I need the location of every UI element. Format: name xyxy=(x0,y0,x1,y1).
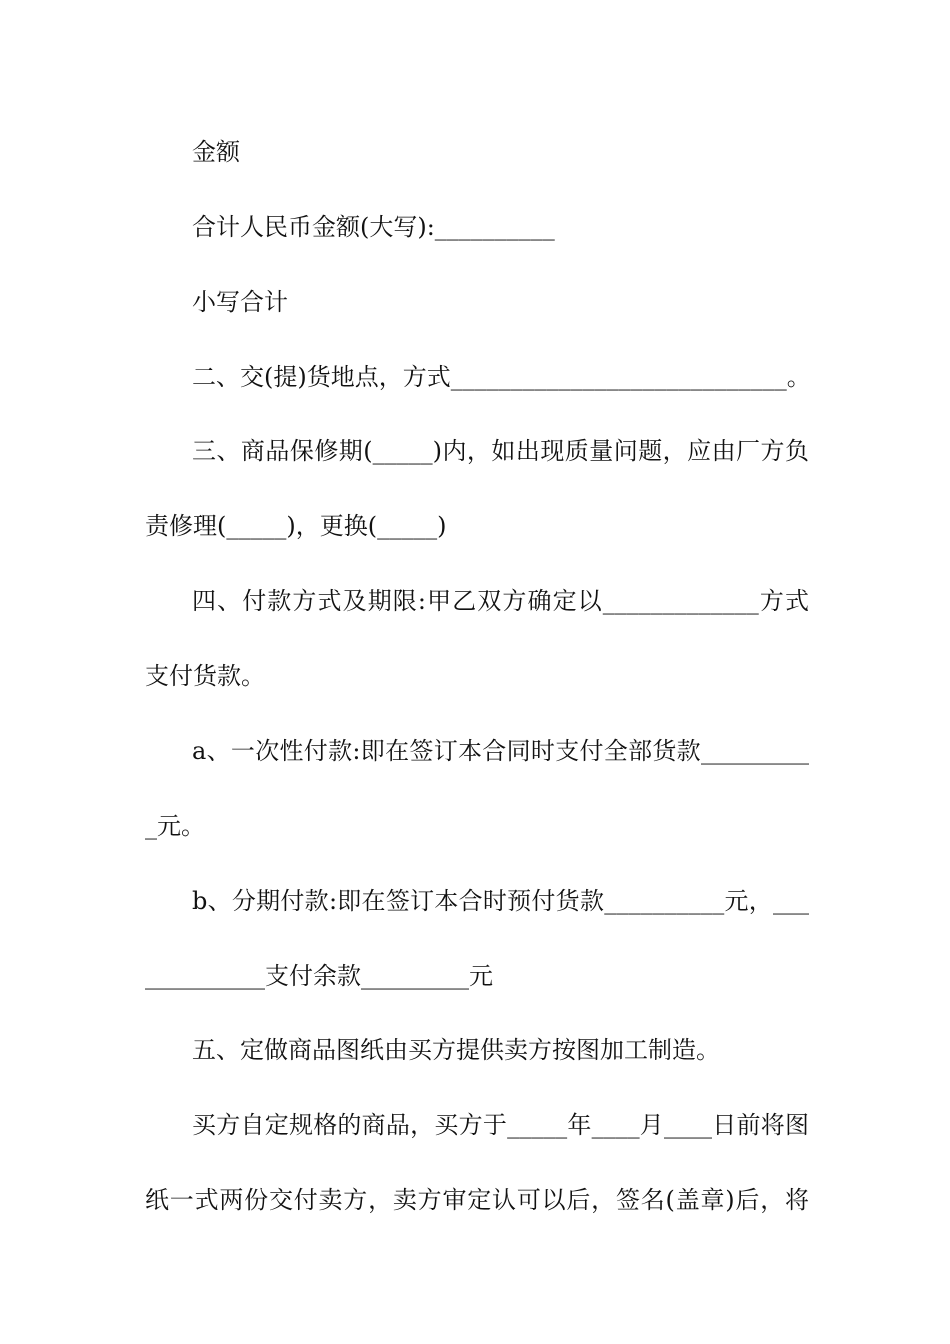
total-rmb-uppercase-line: 合计人民币金额(大写):__________ xyxy=(192,213,555,241)
delivery-location-clause: 二、交(提)货地点，方式____________________________。 xyxy=(192,363,811,391)
lump-sum-payment-line-1: a、一次性付款:即在签订本合同时支付全部货款_________ xyxy=(192,737,809,765)
installment-payment-line-2: __________支付余款_________元 xyxy=(145,962,493,990)
custom-goods-drawing-clause: 五、定做商品图纸由买方提供卖方按图加工制造。 xyxy=(192,1036,720,1064)
payment-method-clause-line-1: 四、付款方式及期限:甲乙双方确定以_____________方式 xyxy=(192,587,809,615)
lowercase-total-line: 小写合计 xyxy=(192,288,288,316)
installment-payment-line-1: b、分期付款:即在签订本合时预付货款__________元，___ xyxy=(192,887,809,915)
lump-sum-payment-line-2: _元。 xyxy=(145,812,205,840)
amount-heading: 金额 xyxy=(192,138,240,166)
drawing-delivery-line-2: 纸一式两份交付卖方，卖方审定认可以后，签名(盖章)后，将 xyxy=(145,1186,809,1214)
payment-method-clause-line-2: 支付货款。 xyxy=(145,662,265,690)
warranty-clause-line-2: 责修理(_____)，更换(_____) xyxy=(145,512,447,540)
warranty-clause-line-1: 三、商品保修期(_____)内，如出现质量问题，应由厂方负 xyxy=(192,437,809,465)
drawing-delivery-line-1: 买方自定规格的商品，买方于_____年____月____日前将图 xyxy=(192,1111,809,1139)
